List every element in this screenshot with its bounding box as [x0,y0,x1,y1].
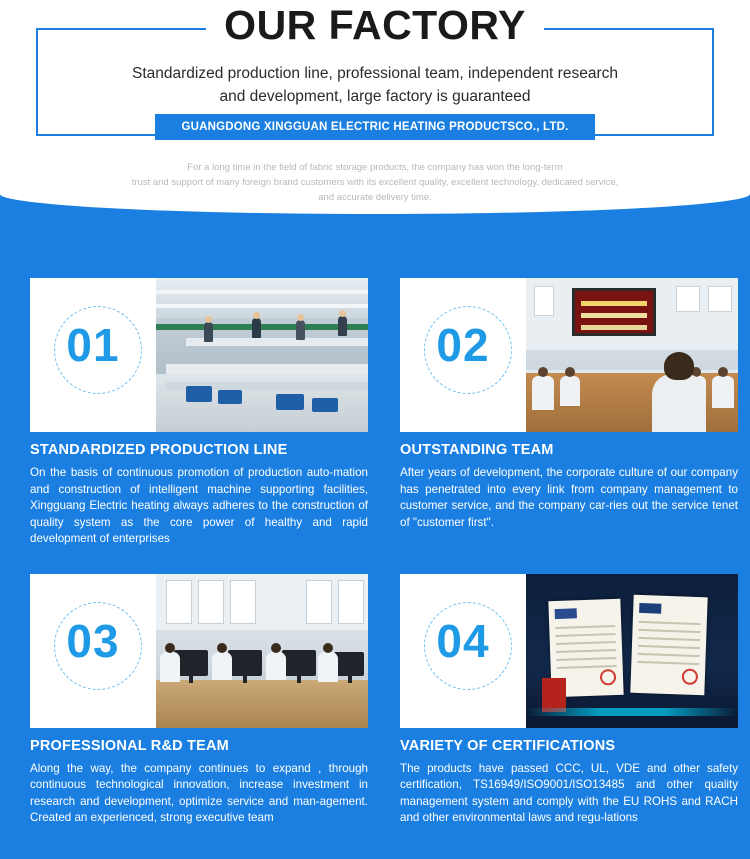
card-03-media [30,574,368,728]
card-03 [30,574,368,827]
card-02-number: 02 [436,319,490,371]
header-subtitle-line2: and development, large factory is guaranteed [219,88,531,105]
card-01-text: On the basis of continuous promotion of production auto-mation and construction of intelligent machine supporting facilities, Xingguang Electric heating always adheres to the construction of quality system as the core power of healthy and rapid development of enterprises [30,466,368,545]
header-note-line1: For a long time in the field of fabric storage products, the company has won the long-term [187,162,563,173]
cards-row-1 [30,278,738,548]
certifications-photo [526,574,738,728]
company-name-banner: GUANGDONG XINGGUAN ELECTRIC HEATING PRODUCTSCO., LTD. [155,114,594,140]
feature-cards [30,278,738,827]
card-02-title: OUTSTANDING TEAM [400,442,554,458]
company-banner-wrap [0,114,750,140]
card-03-number-pane [30,574,156,728]
header-note-line3: and accurate delivery time. [318,192,432,203]
production-line-photo [156,278,368,432]
team-meeting-photo [526,278,738,432]
card-02 [400,278,738,548]
card-04-media [400,574,738,728]
card-02-media [400,278,738,432]
page-title-wrap [0,0,750,50]
card-01-title: STANDARDIZED PRODUCTION LINE [30,442,288,458]
card-04-title: VARIETY OF CERTIFICATIONS [400,737,616,754]
card-04-text: The products have passed CCC, UL, VDE and other safety certification, TS16949/ISO9001/ISO13485 and other quality management system and comply with the EU ROHS and RACH and other environmental laws and regu-lations [400,761,738,824]
card-03-text: Along the way, the company continues to expand , through continuous technological innovation, increase investment in research and development, optimize service and man-agement. Created an experienced, strong executive team [30,761,368,824]
card-01-media [30,278,368,432]
cards-row-2 [30,574,738,827]
card-02-number-pane [400,278,526,432]
page-title: OUR FACTORY [206,0,544,50]
rd-team-photo [156,574,368,728]
card-01-number-pane [30,278,156,432]
card-04 [400,574,738,827]
card-04-number-pane [400,574,526,728]
card-01 [30,278,368,548]
card-03-title: PROFESSIONAL R&D TEAM [30,737,229,754]
page-header [0,0,750,214]
header-note [0,160,750,205]
header-subtitle-line1: Standardized production line, professional team, independent research [132,65,618,82]
card-03-number: 03 [66,614,120,667]
card-02-text: After years of development, the corporate culture of our company has penetrated into every link from company management to customer service, and the company car-ries out the service tenet of "customer first". [400,466,738,529]
card-01-number: 01 [66,319,120,371]
header-subtitle [0,62,750,108]
card-04-number: 04 [436,614,490,667]
header-note-line2: trust and support of many foreign brand customers with its excellent quality, excellent technology, dedicated service, [131,177,619,188]
